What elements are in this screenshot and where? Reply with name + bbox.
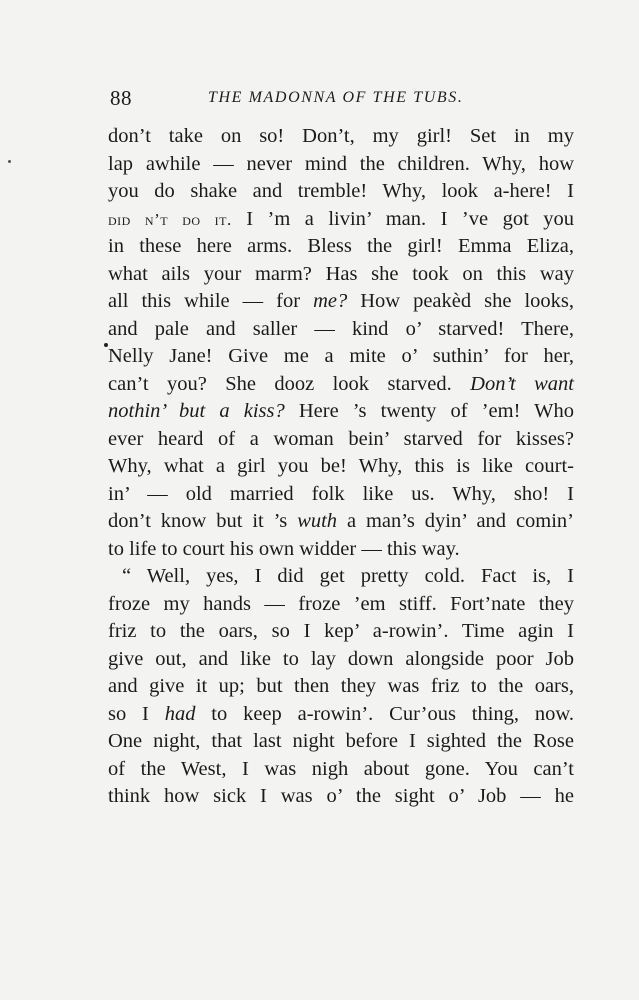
text-line: One night, that last night before I sighted the Rose <box>108 730 574 752</box>
text-line: so I had to keep a-rowin’. Cur’ous thing, now. <box>108 702 574 725</box>
text-line: nothin’ but a kiss? Here ’s twenty of ’em! Who <box>108 400 574 422</box>
text-line: in’ — old married folk like us. Why, sho! I <box>108 482 574 505</box>
text-line: of the West, I was nigh about gone. You can’t <box>108 757 574 780</box>
text-line: can’t you? She dooz look starved. Don’t want <box>108 372 574 395</box>
text-line: friz to the oars, so I kep’ a-rowin’. Time agin I <box>108 620 574 642</box>
italic-text: Don’t want <box>470 372 574 395</box>
text-line: don’t know but it ’s wuth a man’s dyin’ and comin’ <box>108 510 575 532</box>
text-line: think how sick I was o’ the sight o’ Job — he <box>108 785 574 807</box>
text-line: you do shake and tremble! Why, look a-here! I <box>108 180 574 202</box>
text-line: to life to court his own widder — this way. <box>108 537 460 560</box>
body-text <box>108 123 574 811</box>
text-line: and pale and saller — kind o’ starved! There, <box>108 317 574 340</box>
text-line: Nelly Jane! Give me a mite o’ suthin’ for her, <box>108 345 574 367</box>
italic-text: wuth <box>297 510 338 532</box>
small-caps-text: did n’t do it. <box>108 209 232 229</box>
text-line: in these here arms. Bless the girl! Emma Eliza, <box>108 235 574 257</box>
text-line: give out, and like to lay down alongside poor Job <box>108 647 574 670</box>
page-number: 88 <box>110 86 132 110</box>
text-line: ever heard of a woman bein’ starved for kisses? <box>108 427 574 450</box>
italic-text: had <box>164 702 196 725</box>
text-line: and give it up; but then they was friz to the oars, <box>108 675 574 697</box>
text-line: lap awhile — never mind the children. Why, how <box>108 152 574 175</box>
text-line: all this while — for me? How peakèd she looks, <box>108 290 574 312</box>
text-line: Why, what a girl you be! Why, this is like court- <box>108 455 574 477</box>
text-line: don’t take on so! Don’t, my girl! Set in my <box>108 125 574 147</box>
running-head: THE MADONNA OF THE TUBS. <box>208 89 464 106</box>
text-line: froze my hands — froze ’em stiff. Fort’nate they <box>108 592 574 615</box>
text-line: “ Well, yes, I did get pretty cold. Fact is, I <box>122 565 574 587</box>
page-header <box>110 86 580 116</box>
italic-text: nothin’ but a kiss? <box>108 400 285 422</box>
text-line: did n’t do it. I ’m a livin’ man. I ’ve got you <box>108 207 574 230</box>
italic-text: me? <box>313 290 348 312</box>
ink-speck <box>8 160 11 163</box>
text-line: what ails your marm? Has she took on this way <box>108 262 574 285</box>
